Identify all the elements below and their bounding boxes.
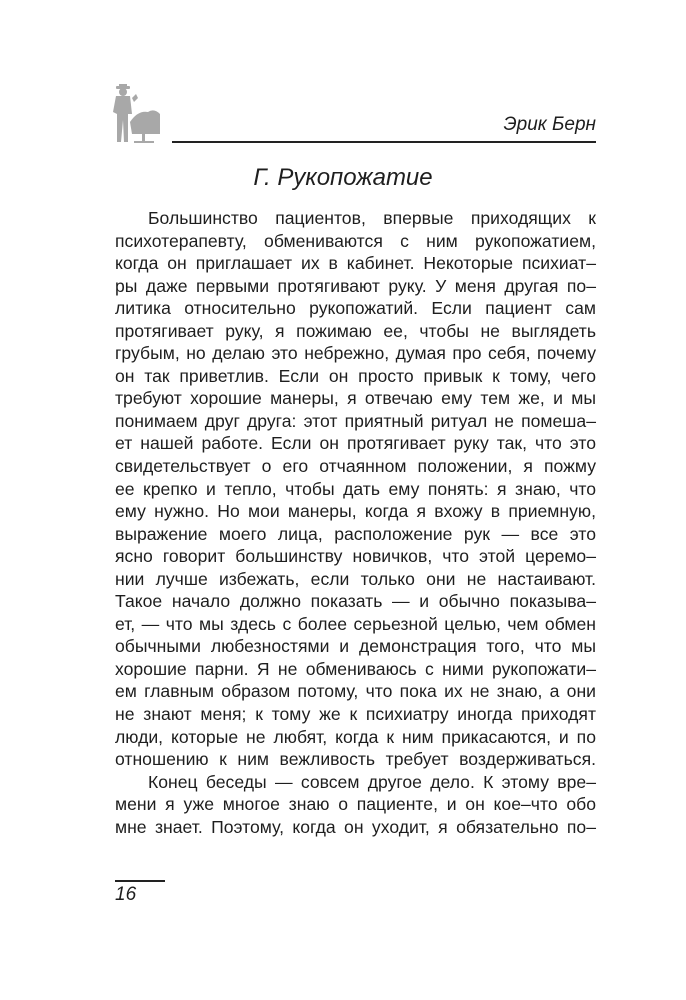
text-line: ее крепко и тепло, чтобы дать ему понять: я знаю, что	[115, 478, 596, 499]
text-line: литика относительно рукопожатий. Если пациент сам	[115, 298, 596, 319]
text-line: обычными любезностями и демонстрация того, что мы	[115, 636, 596, 657]
text-line: Большинство пациентов, впервые приходящих к	[148, 208, 596, 228]
text-line: выражение моего лица, расположение рук — все это	[115, 523, 596, 544]
text-line: Конец беседы — совсем другое дело. К этому вре–	[148, 771, 596, 792]
header-rule	[172, 141, 596, 143]
text-line: когда он приглашает их в кабинет. Некоторые психиат–	[115, 253, 596, 274]
text-line: хорошие парни. Я не обмениваюсь с ними рукопожати–	[115, 658, 596, 679]
text-line: протягивает руку, я пожимаю ее, чтобы не выглядеть	[115, 320, 596, 341]
text-line: ясно говорит большинству новичков, что этой церемо–	[115, 546, 596, 567]
man-with-armchair-logo-icon	[110, 84, 162, 146]
running-header-author: Эрик Берн	[503, 114, 596, 135]
text-line: ет нашей работе. Если он протягивает руку так, что это	[115, 433, 596, 454]
text-line: люди, которые не любят, когда к ним прикасаются, и по	[115, 726, 596, 747]
text-line: мени я уже многое знаю о пациенте, и он кое–что обо	[115, 794, 596, 815]
body-text	[115, 207, 596, 838]
section-title: Г. Рукопожатие	[253, 164, 433, 191]
text-line: не знают меня; к тому же к психиатру иногда приходят	[115, 704, 596, 725]
text-line: грубым, но делаю это небрежно, думая про себя, почему	[115, 343, 596, 364]
text-line: Такое начало должно показать — и обычно показыва–	[115, 591, 596, 612]
text-line: психотерапевту, обмениваются с ним рукопожатием,	[115, 230, 596, 251]
page-number: 16	[115, 884, 137, 905]
footer-rule	[115, 880, 165, 882]
text-line: ем главным образом потому, что пока их не знаю, а они	[115, 681, 596, 702]
text-line: ет, — что мы здесь с более серьезной целью, чем обмен	[115, 613, 596, 634]
text-line: нии лучше избежать, если только они не настаивают.	[115, 568, 596, 589]
text-line: отношению к ним вежливость требует воздерживаться.	[115, 749, 596, 770]
text-line: понимаем друг друга: этот приятный ритуал не помеша–	[115, 410, 596, 431]
text-line: мне знает. Поэтому, когда он уходит, я обязательно по–	[115, 816, 596, 837]
text-line: он так приветлив. Если он просто привык к тому, чего	[115, 365, 596, 386]
text-line: свидетельствует о его отчаянном положении, я пожму	[115, 456, 596, 477]
text-line: ры даже первыми протягивают руку. У меня другая по–	[115, 275, 596, 296]
text-line: требуют хорошие манеры, я отвечаю ему тем же, и мы	[115, 388, 596, 409]
text-line: ему нужно. Но мои манеры, когда я вхожу в приемную,	[115, 501, 596, 522]
